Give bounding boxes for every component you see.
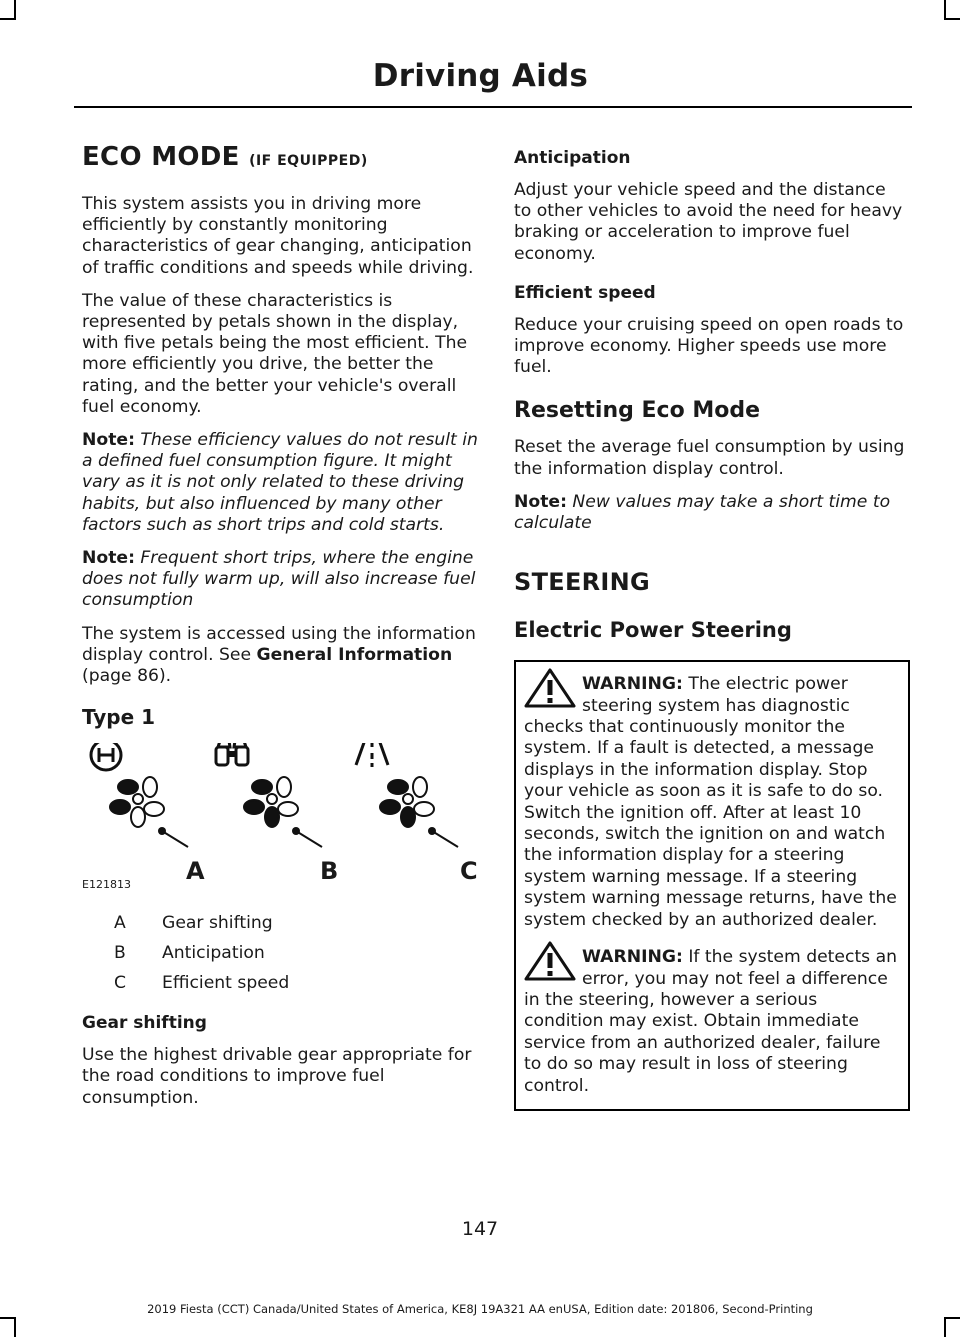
legend-key: C [114, 973, 127, 994]
crop-mark [0, 1317, 16, 1319]
warning-2 [524, 947, 900, 1097]
right-column [514, 142, 908, 1111]
note-text: New values may take a short time to calculate [514, 491, 891, 534]
resetting-note [514, 492, 908, 534]
warning-1 [524, 674, 900, 931]
legend-value: Efficient speed [162, 973, 290, 994]
eco-access-paragraph [82, 624, 482, 688]
eco-mode-illustration [82, 743, 482, 893]
binoculars-icon [216, 743, 248, 765]
general-information-link[interactable]: General Information [256, 644, 453, 665]
header-divider [74, 106, 912, 108]
warning-box [514, 660, 910, 1111]
warning-triangle-icon [524, 941, 576, 981]
eco-mode-suffix: (IF EQUIPPED) [249, 153, 368, 169]
figure-code: E121813 [82, 878, 131, 892]
road-icon [356, 743, 388, 767]
eco-intro-paragraph: This system assists you in driving more efficiently by constantly monitoring characteristics of gear changing, anticipation of traffic conditions and speeds while driving. [82, 194, 474, 278]
crop-mark [14, 0, 16, 20]
warning-label: WARNING: [582, 947, 683, 968]
efficient-speed-text: Reduce your cruising speed on open roads to improve economy. Higher speeds use more fuel. [514, 314, 904, 378]
gear-shift-icon [91, 743, 121, 770]
note-label: Note: [82, 430, 135, 451]
access-text: The system is accessed using the information display control. See [82, 623, 476, 665]
crop-mark [944, 0, 946, 20]
left-column [82, 142, 482, 1121]
note-text: These efficiency values do not result in a defined fuel consumption figure. It might vary as it is not only related to these driving habits, but also influenced by many other factors such as short trips and cold starts. [82, 430, 478, 535]
legend-value: Anticipation [162, 943, 265, 964]
figure-legend [82, 913, 482, 993]
page-header-title: Driving Aids [372, 58, 588, 94]
efficient-speed-heading: Efficient speed [514, 282, 656, 303]
warning-text: The electric power steering system has diagnostic checks that continuously monitor the system. If a fault is detected, a message displays in the information display. Stop your vehicle as soon as it is safe to do so. Switch the ignition off. After at least 10 seconds, switch the ignition on and watch the information display for a steering system warning message. If a steering system warning message returns, have the system checked by an authorized dealer. [524, 674, 897, 930]
legend-row [82, 973, 482, 993]
electric-power-steering-heading: Electric Power Steering [514, 618, 792, 643]
steering-heading: STEERING [514, 568, 651, 597]
gear-shifting-heading: Gear shifting [82, 1013, 207, 1034]
gear-shifting-text: Use the highest drivable gear appropriate for the road conditions to improve fuel consumption. [82, 1045, 472, 1108]
figure-letter-b: B [320, 857, 339, 886]
eco-mode-figure [82, 743, 482, 893]
legend-key: B [114, 943, 126, 964]
note-text: Frequent short trips, where the engine does not fully warm up, will also increase fuel consumption [82, 548, 476, 611]
note-label: Note: [514, 491, 567, 512]
type-1-heading: Type 1 [82, 705, 156, 730]
eco-mode-title: ECO MODE [82, 142, 240, 172]
flower-petals-icon [110, 777, 188, 847]
legend-row [82, 943, 482, 963]
note-label: Note: [82, 548, 135, 569]
resetting-text: Reset the average fuel consumption by using the information display control. [514, 437, 905, 479]
figure-letter-a: A [186, 857, 205, 886]
eco-note-2 [82, 548, 482, 612]
warning-label: WARNING: [582, 674, 683, 695]
figure-letter-c: C [460, 857, 478, 886]
legend-key: A [114, 913, 126, 934]
page-reference: (page 86). [82, 666, 172, 687]
crop-mark [944, 18, 960, 20]
page-footer: 2019 Fiesta (CCT) Canada/United States of America, KE8J 19A321 AA enUSA, Edition date: 201806, Second-Printing [147, 1302, 813, 1316]
legend-row [82, 913, 482, 933]
warning-text: If the system detects an error, you may not feel a difference in the steering, however a serious condition may exist. Obtain immediate service from an authorized dealer, failure to do so may result in loss of steering control. [524, 947, 898, 1096]
eco-note-1 [82, 430, 482, 536]
eco-mode-heading [82, 142, 482, 172]
crop-mark [944, 1317, 960, 1319]
anticipation-heading: Anticipation [514, 148, 631, 168]
crop-mark [0, 18, 16, 20]
crop-mark [14, 1317, 16, 1337]
anticipation-text: Adjust your vehicle speed and the distance to other vehicles to avoid the need for heavy braking or acceleration to improve fuel economy. [514, 180, 903, 264]
crop-mark [944, 1317, 946, 1337]
eco-petals-paragraph: The value of these characteristics is represented by petals shown in the display, with five petals being the most efficient. The more efficiently you drive, the better the rating, and the better your vehicle's overall fuel economy. [82, 290, 468, 417]
resetting-eco-mode-heading: Resetting Eco Mode [514, 398, 761, 424]
warning-triangle-icon [524, 668, 576, 708]
legend-value: Gear shifting [162, 913, 273, 934]
page-number: 147 [461, 1218, 499, 1240]
flower-petals-icon [380, 777, 458, 847]
flower-petals-icon [244, 777, 322, 847]
